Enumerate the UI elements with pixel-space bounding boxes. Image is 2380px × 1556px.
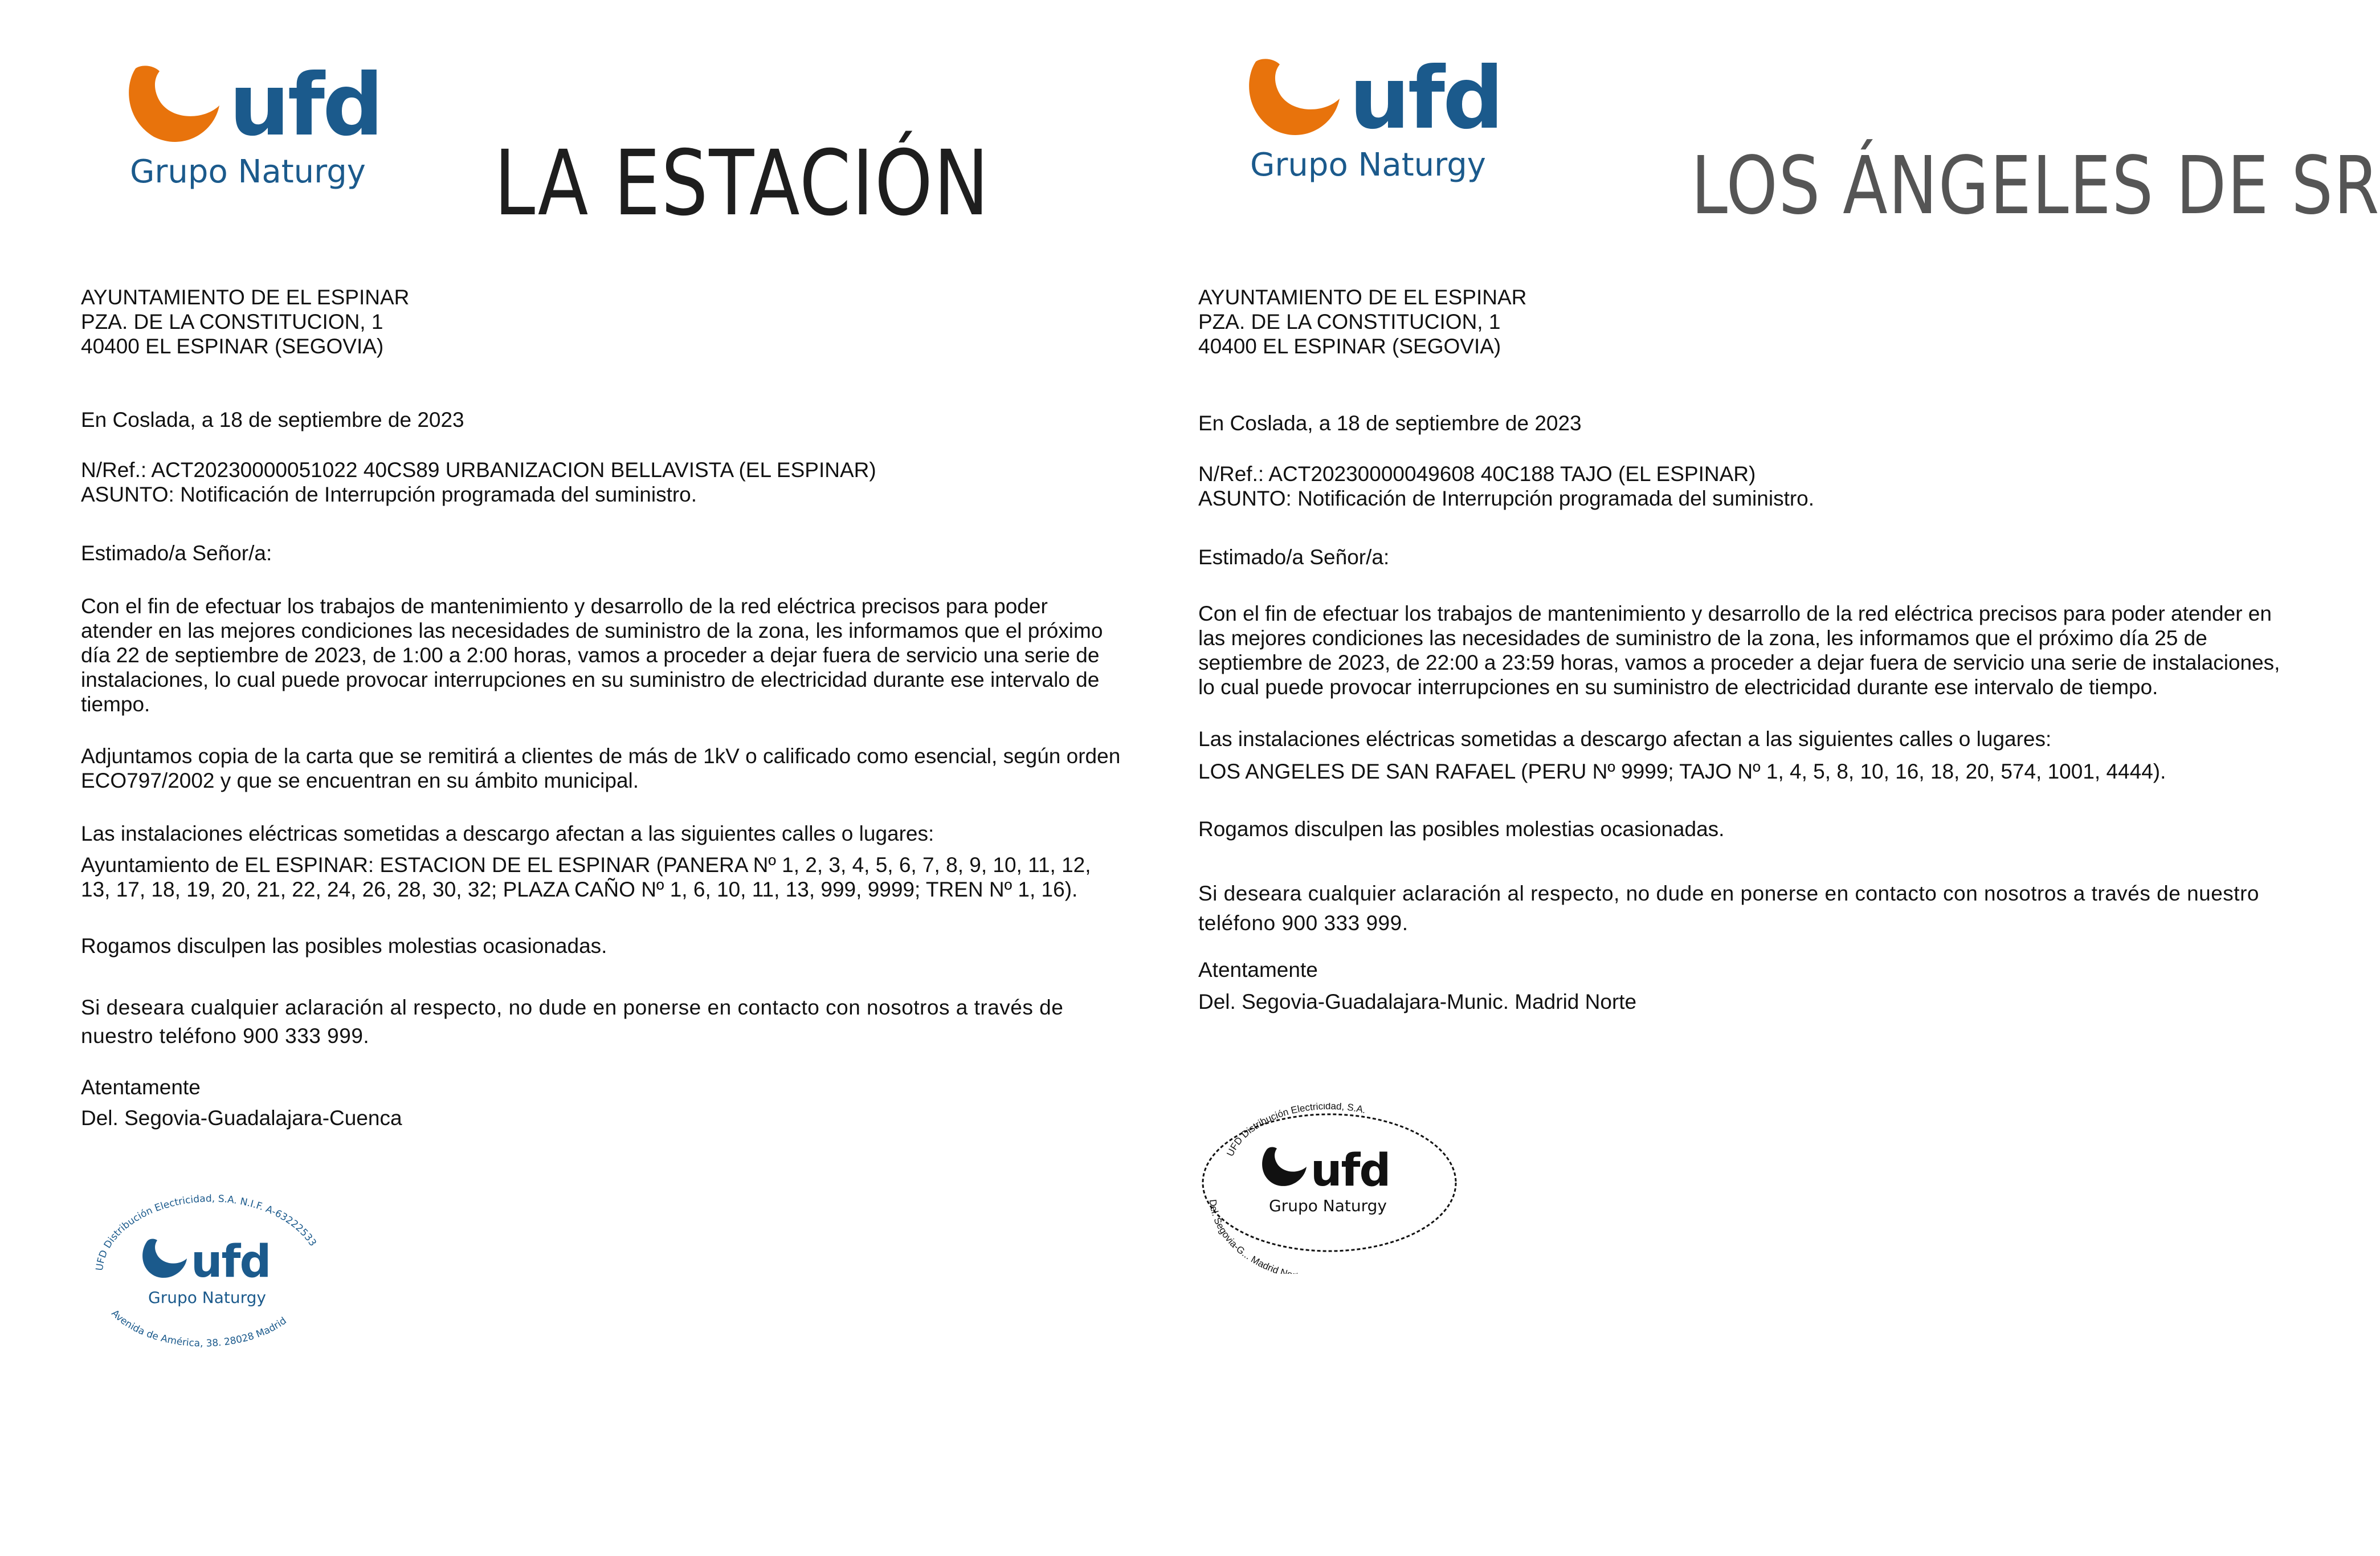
paragraph-attachment: Adjuntamos copia de la carta que se remitirá a clientes de más de 1kV o calificado como esencial, según orden ECO797/2002 y que se encuentran en su ámbito municipal. bbox=[81, 744, 1121, 792]
apology-line: Rogamos disculpen las posibles molestias ocasionadas. bbox=[81, 934, 607, 958]
installations-intro: Las instalaciones eléctricas sometidas a descargo afectan a las siguientes calles o lugares: bbox=[1198, 727, 2052, 751]
letter-los-angeles bbox=[1167, 0, 2380, 1556]
address-line: 40400 EL ESPINAR (SEGOVIA) bbox=[1198, 335, 1501, 358]
stamp-brand: ufd bbox=[1311, 1145, 1390, 1196]
stamp-group: Grupo Naturgy bbox=[1269, 1196, 1387, 1215]
logo-group-text: Grupo Naturgy bbox=[1250, 146, 1486, 184]
letter-date: En Coslada, a 18 de septiembre de 2023 bbox=[1198, 412, 1582, 435]
installations-intro: Las instalaciones eléctricas sometidas a descargo afectan a las siguientes calles o lugares: bbox=[81, 822, 934, 845]
recipient-address bbox=[81, 285, 1124, 359]
stamp-crescent-icon bbox=[142, 1239, 187, 1278]
apology-line: Rogamos disculpen las posibles molestias ocasionadas. bbox=[1198, 817, 1725, 841]
stamp-top-text: UFD Distribución Electricidad, S.A. bbox=[1224, 1103, 1367, 1158]
logo-brand-text: ufd bbox=[229, 56, 382, 155]
closing: Atentamente bbox=[81, 1076, 201, 1099]
stamp-bottom-text: Del. Segovia-G... Madrid N bbox=[1207, 1199, 1289, 1274]
address-line: PZA. DE LA CONSTITUCION, 1 bbox=[81, 310, 383, 333]
closing: Atentamente bbox=[1198, 958, 1318, 981]
address-line: PZA. DE LA CONSTITUCION, 1 bbox=[1198, 310, 1501, 333]
contact-paragraph: Si deseara cualquier aclaración al respecto, no dude en ponerse en contacto con nosotros a través de nuestro teléfono 900 333 999. bbox=[81, 996, 1064, 1048]
stamp-brand: ufd bbox=[191, 1236, 271, 1288]
signature-office: Del. Segovia-Guadalajara-Cuenca bbox=[81, 1106, 402, 1130]
greeting: Estimado/a Señor/a: bbox=[81, 541, 272, 565]
installations-list: LOS ANGELES DE SAN RAFAEL (PERU Nº 9999; TAJO Nº 1, 4, 5, 8, 10, 16, 18, 20, 574, 1001, 4444). bbox=[1198, 760, 2166, 783]
reference-line: N/Ref.: ACT20230000051022 40CS89 URBANIZACION BELLAVISTA (EL ESPINAR) bbox=[81, 458, 876, 482]
logo-group-text: Grupo Naturgy bbox=[130, 153, 366, 190]
company-stamp bbox=[1198, 1103, 1460, 1274]
letter-title: LA ESTACIÓN bbox=[494, 131, 990, 236]
stamp-bottom-text: Avenida de América, 38. 28028 Madrid bbox=[109, 1307, 289, 1350]
letter-body bbox=[1198, 285, 2298, 1018]
address-line: 40400 EL ESPINAR (SEGOVIA) bbox=[81, 335, 384, 358]
subject-line: ASUNTO: Notificación de Interrupción programada del suministro. bbox=[81, 483, 697, 506]
installations-list: Ayuntamiento de EL ESPINAR: ESTACION DE EL ESPINAR (PANERA Nº 1, 2, 3, 4, 5, 6, 7, 8, 9, 10, 11, 12, 13, 17, 18, 19, 20, 21, 22, 24, 26, 28, 30, 32; PLAZA CAÑO Nº 1, 6, 10, 11, 13, 999, 9999; TREN Nº 1, 16). bbox=[81, 853, 1091, 901]
stamp-crescent-icon bbox=[1262, 1147, 1307, 1186]
ufd-logo bbox=[120, 56, 382, 211]
subject-line: ASUNTO: Notificación de Interrupción programada del suministro. bbox=[1198, 487, 1815, 510]
recipient-address bbox=[1198, 285, 2298, 359]
stamp-top-text: UFD Distribución Electricidad, S.A. N.I.F. A-63222533 bbox=[93, 1193, 319, 1272]
address-line: AYUNTAMIENTO DE EL ESPINAR bbox=[81, 286, 410, 309]
signature-office: Del. Segovia-Guadalajara-Munic. Madrid Norte bbox=[1198, 990, 1637, 1013]
stamp-group: Grupo Naturgy bbox=[148, 1288, 266, 1307]
ufd-crescent-icon bbox=[120, 57, 234, 154]
greeting: Estimado/a Señor/a: bbox=[1198, 545, 1390, 569]
letter-title: LOS ÁNGELES DE SR bbox=[1691, 140, 2380, 233]
ufd-logo bbox=[1240, 49, 1502, 204]
letter-la-estacion bbox=[0, 0, 1167, 1556]
address-line: AYUNTAMIENTO DE EL ESPINAR bbox=[1198, 286, 1527, 309]
company-stamp bbox=[80, 1191, 330, 1357]
reference-line: N/Ref.: ACT20230000049608 40C188 TAJO (EL ESPINAR) bbox=[1198, 462, 1756, 486]
logo-brand-text: ufd bbox=[1349, 49, 1502, 148]
letter-date: En Coslada, a 18 de septiembre de 2023 bbox=[81, 408, 464, 431]
letter-body bbox=[81, 285, 1124, 1134]
paragraph-works: Con el fin de efectuar los trabajos de mantenimiento y desarrollo de la red eléctrica precisos para poder atender en las mejores condiciones las necesidades de suministro de la zona, les informamos que el próximo día 22 de septiembre de 2023, de 1:00 a 2:00 horas, vamos a proceder a dejar fuera de servicio una serie de instalaciones, lo cual puede provocar interrupciones en su suministro de electricidad durante ese intervalo de tiempo. bbox=[81, 594, 1103, 716]
contact-paragraph: Si deseara cualquier aclaración al respecto, no dude en ponerse en contacto con nosotros a través de nuestro teléfono 900 333 999. bbox=[1198, 882, 2259, 935]
paragraph-works: Con el fin de efectuar los trabajos de mantenimiento y desarrollo de la red eléctrica precisos para poder atender en las mejores condiciones las necesidades de suministro de la zona, les informamos que el próximo día 25 de septiembre de 2023, de 22:00 a 23:59 horas, vamos a proceder a dejar fuera de servicio una serie de instalaciones, lo cual puede provocar interrupciones en su suministro de electricidad durante ese intervalo de tiempo. bbox=[1198, 602, 2280, 699]
ufd-crescent-icon bbox=[1240, 50, 1354, 147]
